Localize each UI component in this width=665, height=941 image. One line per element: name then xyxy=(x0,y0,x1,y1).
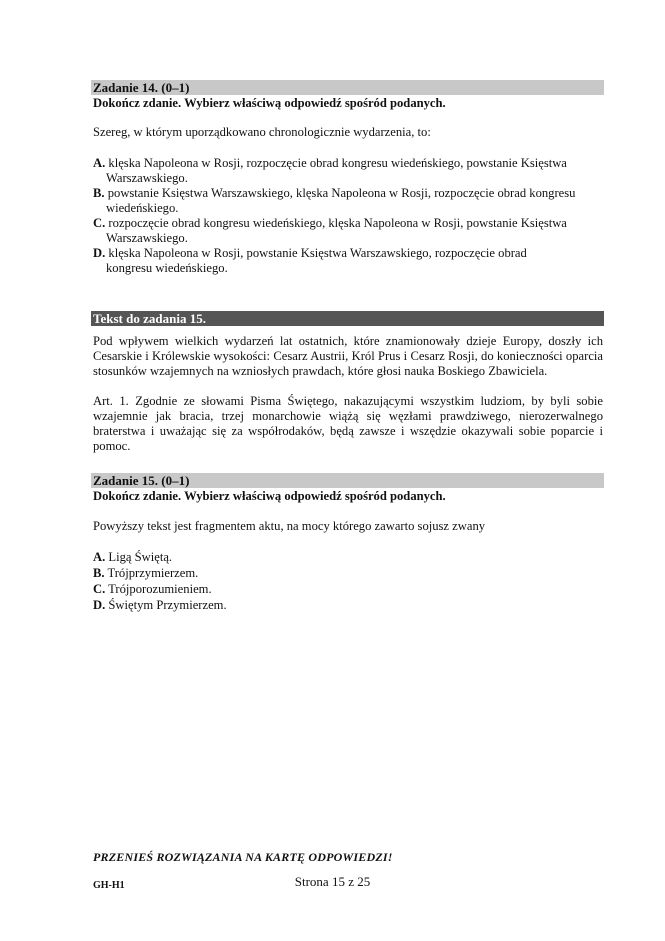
option-text-cont: kongresu wiedeńskiego. xyxy=(106,261,228,275)
task15-header: Zadanie 15. (0–1) xyxy=(91,473,604,488)
option-text: rozpoczęcie obrad kongresu wiedeńskiego, klęska Napoleona w Rosji, powstanie Księstwa xyxy=(108,216,567,230)
task15-option-c xyxy=(93,582,603,597)
option-letter: A. xyxy=(93,156,106,170)
task15-instruction: Dokończ zdanie. Wybierz właściwą odpowiedź spośród podanych. xyxy=(93,489,446,503)
option-text: Trójporozumieniem. xyxy=(108,582,212,596)
option-text-cont: wiedeńskiego. xyxy=(106,201,179,215)
option-text: powstanie Księstwa Warszawskiego, klęska Napoleona w Rosji, rozpoczęcie obrad kongresu xyxy=(107,186,576,200)
option-text-cont: Warszawskiego. xyxy=(106,171,188,185)
task15-question: Powyższy tekst jest fragmentem aktu, na mocy którego zawarto sojusz zwany xyxy=(93,519,486,533)
option-text: Świętym Przymierzem. xyxy=(108,598,227,612)
option-letter: C. xyxy=(93,216,106,230)
option-letter: C. xyxy=(93,582,106,596)
task14-option-a xyxy=(93,156,603,186)
exam-code: GH-H1 xyxy=(93,880,125,891)
task14-option-d xyxy=(93,246,603,276)
task14-option-b xyxy=(93,186,603,216)
option-letter: B. xyxy=(93,186,105,200)
task14-header: Zadanie 14. (0–1) xyxy=(91,80,604,95)
text15-paragraph-2: Art. 1. Zgodnie ze słowami Pisma Świętego, nakazującymi wszystkim ludziom, by byli sobie wzajemnie jak bracia, trzej monarchowie wiążą się węzłami prawdziwego, nierozerwalnego braterstwa i uważając się za współrodaków, będą zawsze i wszędzie okazywali sobie poparcie i pomoc. xyxy=(93,394,603,453)
task15-option-d xyxy=(93,598,603,613)
text15-paragraph-1: Pod wpływem wielkich wydarzeń lat ostatnich, które znamionowały dzieje Europy, doszły ich Cesarskie i Królewskie wysokości: Cesarz Austrii, Król Prus i Cesarz Rosji, do konieczności oparcia stosunków wzajemnych na wzniosłych prawdach, które głosi nauka Boskiego Zbawiciela. xyxy=(93,334,603,378)
option-letter: D. xyxy=(93,246,106,260)
option-text: Trójprzymierzem. xyxy=(107,566,199,580)
task14-instruction: Dokończ zdanie. Wybierz właściwą odpowiedź spośród podanych. xyxy=(93,96,446,110)
transfer-answers-note: PRZENIEŚ ROZWIĄZANIA NA KARTĘ ODPOWIEDZI! xyxy=(93,850,393,864)
page-number: Strona 15 z 25 xyxy=(294,874,371,889)
task14-question: Szereg, w którym uporządkowano chronologicznie wydarzenia, to: xyxy=(93,125,431,139)
option-letter: B. xyxy=(93,566,105,580)
text15-header: Tekst do zadania 15. xyxy=(91,311,604,326)
option-text-cont: Warszawskiego. xyxy=(106,231,188,245)
task15-option-b xyxy=(93,566,603,581)
option-text: Ligą Świętą. xyxy=(108,550,173,564)
option-letter: D. xyxy=(93,598,106,612)
option-text: klęska Napoleona w Rosji, rozpoczęcie obrad kongresu wiedeńskiego, powstanie Księstwa xyxy=(108,156,567,170)
option-letter: A. xyxy=(93,550,106,564)
task15-option-a xyxy=(93,550,603,565)
task14-option-c xyxy=(93,216,603,246)
option-text: klęska Napoleona w Rosji, powstanie Księstwa Warszawskiego, rozpoczęcie obrad xyxy=(108,246,527,260)
